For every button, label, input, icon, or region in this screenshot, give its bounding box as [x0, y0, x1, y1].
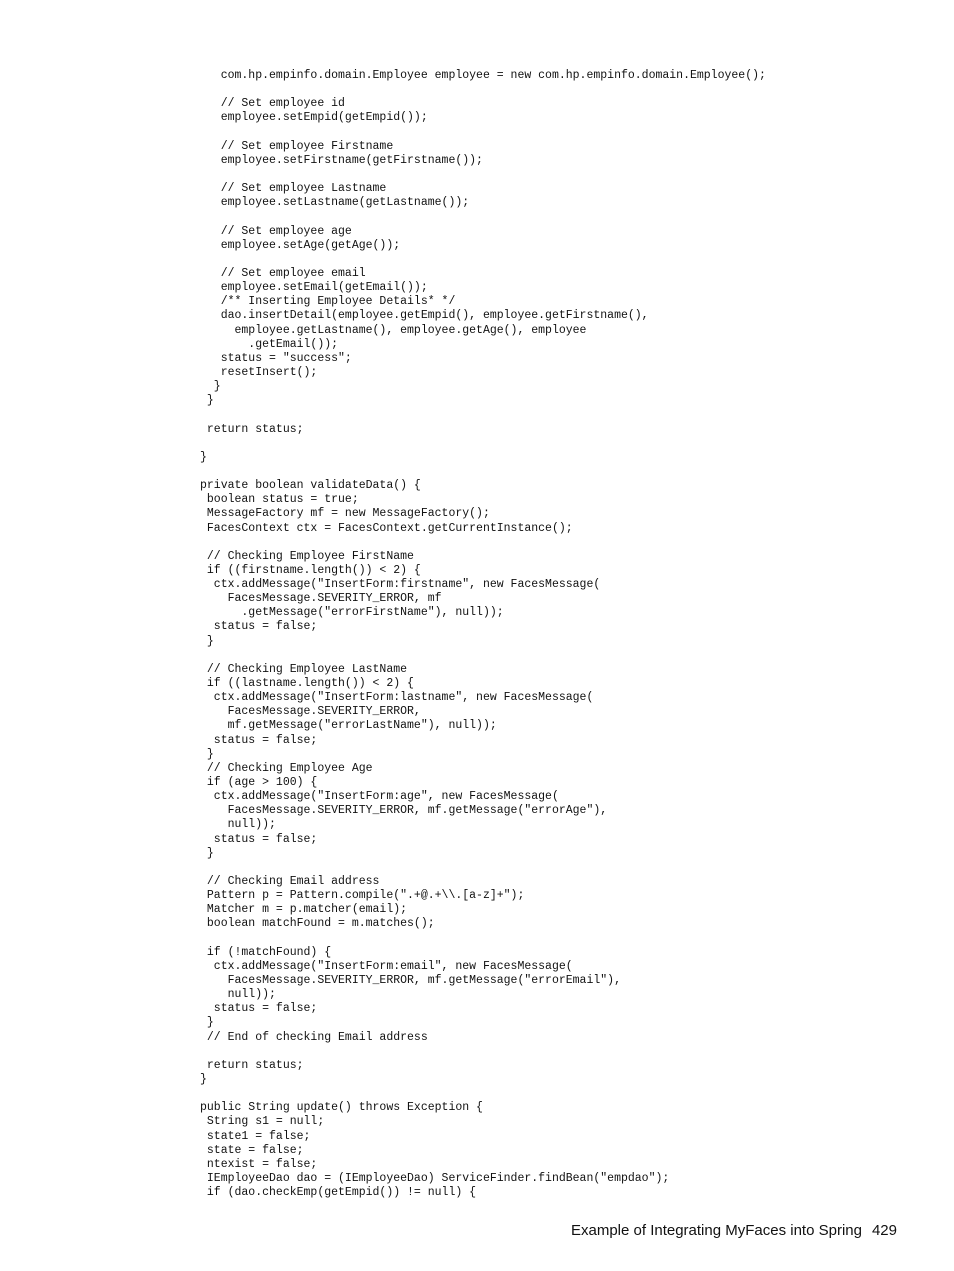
code-line: }: [200, 1072, 207, 1086]
code-line: String s1 = null;: [200, 1115, 325, 1129]
code-line: [200, 210, 766, 224]
code-line: employee.setFirstname(getFirstname());: [200, 153, 483, 167]
code-line: }: [200, 747, 214, 761]
code-line: [200, 408, 766, 422]
code-line: FacesContext ctx = FacesContext.getCurrentInstance();: [200, 521, 573, 535]
code-line: }: [200, 450, 207, 464]
code-line: }: [200, 394, 214, 408]
code-line: employee.setEmail(getEmail());: [200, 281, 428, 295]
code-line: [200, 465, 766, 479]
code-line: [200, 1087, 766, 1101]
code-line: ctx.addMessage("InsertForm:age", new FacesMessage(: [200, 790, 559, 804]
code-line: [200, 932, 766, 946]
code-line: boolean status = true;: [200, 493, 359, 507]
code-line: if (age > 100) {: [200, 776, 318, 790]
code-line: null));: [200, 988, 276, 1002]
code-line: status = "success";: [200, 351, 352, 365]
code-line: [200, 437, 766, 451]
code-line: [200, 536, 766, 550]
code-line: }: [200, 380, 221, 394]
code-line: if (!matchFound) {: [200, 945, 332, 959]
code-line: employee.setLastname(getLastname());: [200, 196, 470, 210]
code-line: }: [200, 846, 214, 860]
code-line: }: [200, 634, 214, 648]
code-line: if (dao.checkEmp(getEmpid()) != null) {: [200, 1186, 477, 1200]
code-line: // Checking Email address: [200, 875, 380, 889]
code-line: [200, 253, 766, 267]
code-line: status = false;: [200, 1002, 318, 1016]
code-line: // Checking Employee Age: [200, 761, 373, 775]
code-line: public String update() throws Exception {: [200, 1101, 483, 1115]
code-line: status = false;: [200, 620, 318, 634]
page-footer: [571, 1222, 897, 1239]
code-line: if ((lastname.length()) < 2) {: [200, 677, 414, 691]
code-line: ctx.addMessage("InsertForm:lastname", new FacesMessage(: [200, 691, 594, 705]
code-line: // End of checking Email address: [200, 1030, 428, 1044]
code-line: .getEmail());: [200, 337, 339, 351]
code-line: return status;: [200, 422, 304, 436]
code-line: state = false;: [200, 1143, 304, 1157]
code-line: .getMessage("errorFirstName"), null));: [200, 606, 504, 620]
code-line: [200, 83, 766, 97]
code-line: return status;: [200, 1058, 304, 1072]
code-line: boolean matchFound = m.matches();: [200, 917, 435, 931]
code-line: resetInsert();: [200, 365, 318, 379]
code-line: employee.getLastname(), employee.getAge(), employee: [200, 323, 587, 337]
code-line: }: [200, 1016, 214, 1030]
code-line: [200, 168, 766, 182]
code-line: // Set employee Lastname: [200, 182, 387, 196]
code-line: status = false;: [200, 733, 318, 747]
code-line: FacesMessage.SEVERITY_ERROR,: [200, 705, 421, 719]
code-line: FacesMessage.SEVERITY_ERROR, mf.getMessage("errorEmail"),: [200, 974, 621, 987]
code-line: // Set employee Firstname: [200, 139, 394, 153]
code-line: [200, 126, 766, 140]
footer-title: Example of Integrating MyFaces into Spring: [570, 1222, 862, 1239]
code-listing: [200, 69, 766, 1200]
code-line: [200, 861, 766, 875]
code-line: ctx.addMessage("InsertForm:email", new FacesMessage(: [200, 959, 573, 973]
code-line: /** Inserting Employee Details* */: [200, 295, 456, 309]
code-line: private boolean validateData() {: [200, 479, 421, 493]
code-line: employee.setAge(getAge());: [200, 238, 401, 252]
code-line: // Set employee id: [200, 97, 345, 111]
code-line: [200, 649, 766, 663]
code-line: FacesMessage.SEVERITY_ERROR, mf.getMessage("errorAge"),: [200, 804, 608, 818]
code-line: // Checking Employee LastName: [200, 662, 408, 676]
code-line: [200, 1045, 766, 1059]
code-line: Matcher m = p.matcher(email);: [200, 903, 408, 917]
code-line: Pattern p = Pattern.compile(".+@.+\\.[a-z]+");: [200, 889, 525, 903]
code-line: // Set employee email: [200, 266, 366, 280]
code-line: // Checking Employee FirstName: [200, 549, 414, 563]
code-line: mf.getMessage("errorLastName"), null));: [200, 719, 497, 733]
code-line: FacesMessage.SEVERITY_ERROR, mf: [200, 592, 442, 606]
code-line: IEmployeeDao dao = (IEmployeeDao) ServiceFinder.findBean("empdao");: [200, 1171, 670, 1185]
code-line: employee.setEmpid(getEmpid());: [200, 111, 428, 125]
code-line: status = false;: [200, 832, 318, 846]
code-line: ntexist = false;: [200, 1157, 318, 1171]
code-line: // Set employee age: [200, 224, 352, 238]
page-number: 429: [871, 1222, 897, 1239]
code-line: null));: [200, 818, 276, 832]
code-line: dao.insertDetail(employee.getEmpid(), employee.getFirstname(),: [200, 309, 649, 323]
code-line: if ((firstname.length()) < 2) {: [200, 563, 421, 577]
code-line: state1 = false;: [200, 1129, 311, 1143]
code-line: ctx.addMessage("InsertForm:firstname", new FacesMessage(: [200, 578, 601, 592]
code-line: com.hp.empinfo.domain.Employee employee = new com.hp.empinfo.domain.Employee();: [200, 69, 766, 82]
code-line: MessageFactory mf = new MessageFactory();: [200, 507, 490, 521]
